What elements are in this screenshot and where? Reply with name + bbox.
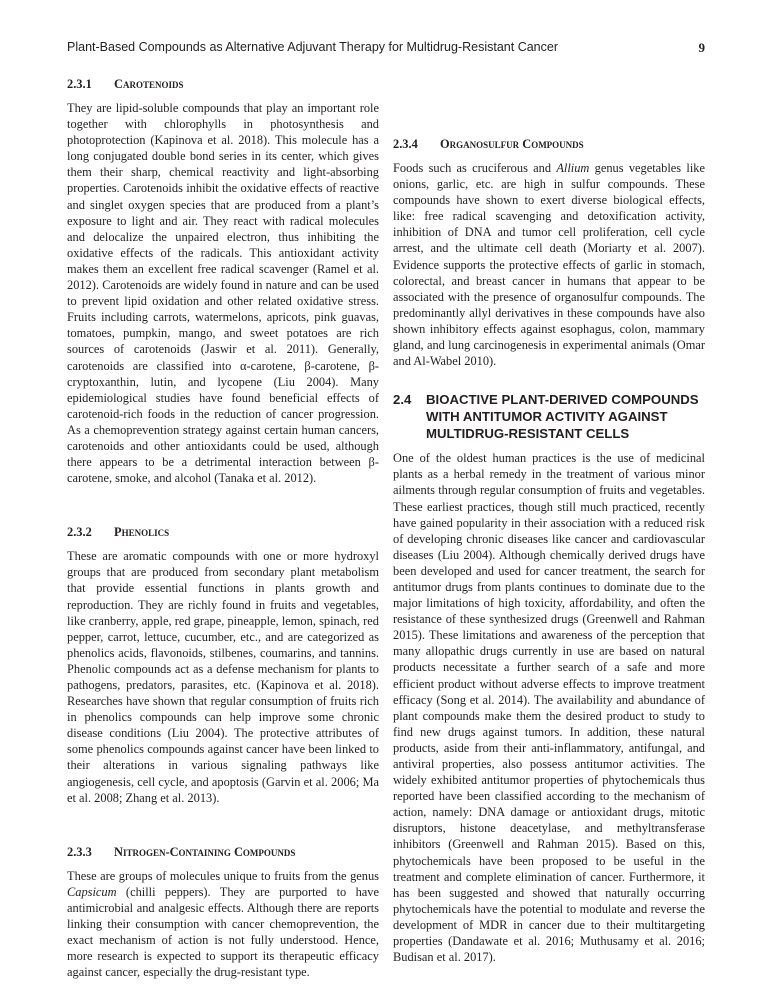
organosulfur-text-1: Foods such as cruciferous and bbox=[393, 161, 557, 175]
phenolics-paragraph: These are aromatic compounds with one or more hydroxyl groups that are produced from secondary plant metabolism that provide essential functions in plants growth and reproduction. They are richly found in fruits and vegetables, like cranberry, apple, red grape, pineapple, lemon, spinach, red pepper, carrot, lettuce, cucumber, etc., and are categorized as phenolics acids, flavonoids, stilbenes, coumarins, and tannins. Phenolic compounds act as a defense mechanism for plants to pathogens, predators, parasites, etc. (Kapinova et al. 2018). Researches have shown that regular consumption of fruits rich in phenolics compounds can help improve some chronic disease conditions (Liu 2004). The protective attributes of some phenolics compounds against cancer have been linked to their alterations in various signaling pathways like angiogenesis, cell cycle, and apoptosis (Garvin et al. 2006; Ma et al. 2008; Zhang et al. 2013). bbox=[67, 549, 379, 805]
column-continuation-space bbox=[393, 76, 705, 130]
running-title: Plant-Based Compounds as Alternative Adjuvant Therapy for Multidrug-Resistant Cancer bbox=[67, 40, 558, 54]
left-column bbox=[67, 76, 379, 980]
section-title: Nitrogen-Containing Compounds bbox=[114, 844, 296, 859]
running-header bbox=[67, 40, 705, 58]
section-heading-nitrogen bbox=[67, 844, 379, 860]
section-title: Carotenoids bbox=[114, 77, 184, 91]
section-number: 2.4 bbox=[393, 392, 412, 408]
carotenoids-paragraph: They are lipid-soluble compounds that play an important role together with chlorophylls in photosynthesis and photoprotection (Kapinova et al. 2018). This molecule has a long conjugated double bond series in its center, which gives them their sharp, chemical reactivity and light-absorbing properties. Carotenoids inhibit the oxidative effects of reactive and singlet oxygen species that are produced from a plant’s exposure to light and air. They react with radical molecules and delocalize the unpaired electron, thus inhibiting the oxidative effects of the radicals. This antioxidant activity makes them an excellent free radical scavenger (Ramel et al. 2012). Carotenoids are widely found in nature and can be used to prevent lipid oxidation and other related oxidative stress. Fruits including carrots, watermelons, apricots, pink guavas, tomatoes, pumpkin, mango, and sweet potatoes are rich sources of carotenoids (Jaswir et al. 2011). Generally, carotenoids are classified into α-carotene, β-carotene, β-cryptoxanthin, lutin, and lycopene (Liu 2004). Many epidemiological studies have found beneficial effects of carotenoid-rich foods in the reduction of cancer progression. As a chemoprevention strategy against certain human cancers, carotenoids and other antioxidants could be used, although there appears to be a detrimental interaction between β-carotene, smoke, and alcohol (Tanaka et al. 2012). bbox=[67, 101, 379, 486]
section-number: 2.3.4 bbox=[393, 137, 418, 151]
page-number: 9 bbox=[698, 40, 705, 55]
nitrogen-paragraph bbox=[67, 868, 379, 981]
section-number: 2.3.3 bbox=[67, 844, 92, 859]
genus-name: Capsicum bbox=[67, 884, 117, 899]
section-title: Organosulfur Compounds bbox=[440, 137, 584, 151]
section-number: 2.3.2 bbox=[67, 525, 92, 540]
organosulfur-text-2: genus vegetables like onions, garlic, etc. are high in sulfur compounds. These compounds have shown to exert diverse biological effects, like: free radical scavenging and detoxification activity, inhibition of DNA and tumor cell proliferation, cell cycle arrest, and the ultimate cell death (Moriarty et al. 2007). Evidence supports the protective effects of garlic in stomach, colorectal, and breast cancer in humans that appear to be associated with the presence of organosulfur compounds. The predominantly allyl derivatives in these compounds have also shown inhibitory effects against esophagus, colon, mammary gland, and lung carcinogenesis in experimental animals (Omar and Al-Wabel 2010). bbox=[393, 161, 705, 369]
nitrogen-text-1: These are groups of molecules unique to fruits from the genus bbox=[67, 868, 379, 883]
section-heading-phenolics bbox=[67, 524, 379, 540]
nitrogen-text-2: (chilli peppers). They are purported to have antimicrobial and analgesic effects. Although there are reports linking their consumption with cancer chemoprevention, the exact mechanism of action is not fully understood. Hence, more research is expected to support its therapeutic efficacy against cancer, especially the drug-resistant type. bbox=[67, 884, 379, 980]
genus-name: Allium bbox=[556, 161, 590, 175]
right-column bbox=[393, 76, 705, 965]
section-heading-carotenoids bbox=[67, 76, 379, 92]
organosulfur-paragraph bbox=[393, 160, 705, 369]
section-heading-bioactive bbox=[393, 391, 705, 442]
section-title: Phenolics bbox=[114, 525, 170, 540]
bioactive-paragraph: One of the oldest human practices is the use of medicinal plants as a herbal remedy in the treatment of various minor ailments through regular consumption of fruits and vegetables. These earliest practices, though still much practiced, recently have gained popularity in their association with a reduced risk of developing chronic diseases like cancer and cardiovascular diseases (Liu 2004). Although chemically derived drugs have been developed and used for cancer treatment, the search for antitumor drugs from plants continues to dominate due to the major limitations of high toxicity, affordability, and often the resistance of these synthesized drugs (Greenwell and Rahman 2015). These limitations and awareness of the perception that many allopathic drugs currently in use are based on natural products necessitate a further search of a safe and more efficient product without adverse effects to improve treatment efficacy (Song et al. 2014). The availability and abundance of plant compounds make them the desired product to study to find new drugs against tumors. In addition, these natural products, aside from their anti-inflammatory, antifungal, and antiviral properties, also possess antitumor activities. The widely exhibited antitumor properties of phytochemicals thus reported have been classified according to the mechanism of action, namely: DNA damage or antioxidant drugs, mitotic disruptors, histone deacetylase, and methyltransferase inhibitors (Greenwell and Rahman 2015). Based on this, phytochemicals have been proposed to be useful in the treatment and complete elimination of cancer. Furthermore, it has been suggested and showed that naturally occurring phytochemicals have the potential to modulate and reverse the development of MDR in cancer due to their multitargeting properties (Dandawate et al. 2016; Muthusamy et al. 2016; Budisan et al. 2017). bbox=[393, 451, 705, 965]
section-title: BIOACTIVE PLANT-DERIVED COMPOUNDS WITH ANTITUMOR ACTIVITY AGAINST MULTIDRUG-RESISTANT CELLS bbox=[426, 392, 699, 442]
section-heading-organosulfur bbox=[393, 136, 705, 152]
section-number: 2.3.1 bbox=[67, 77, 92, 91]
